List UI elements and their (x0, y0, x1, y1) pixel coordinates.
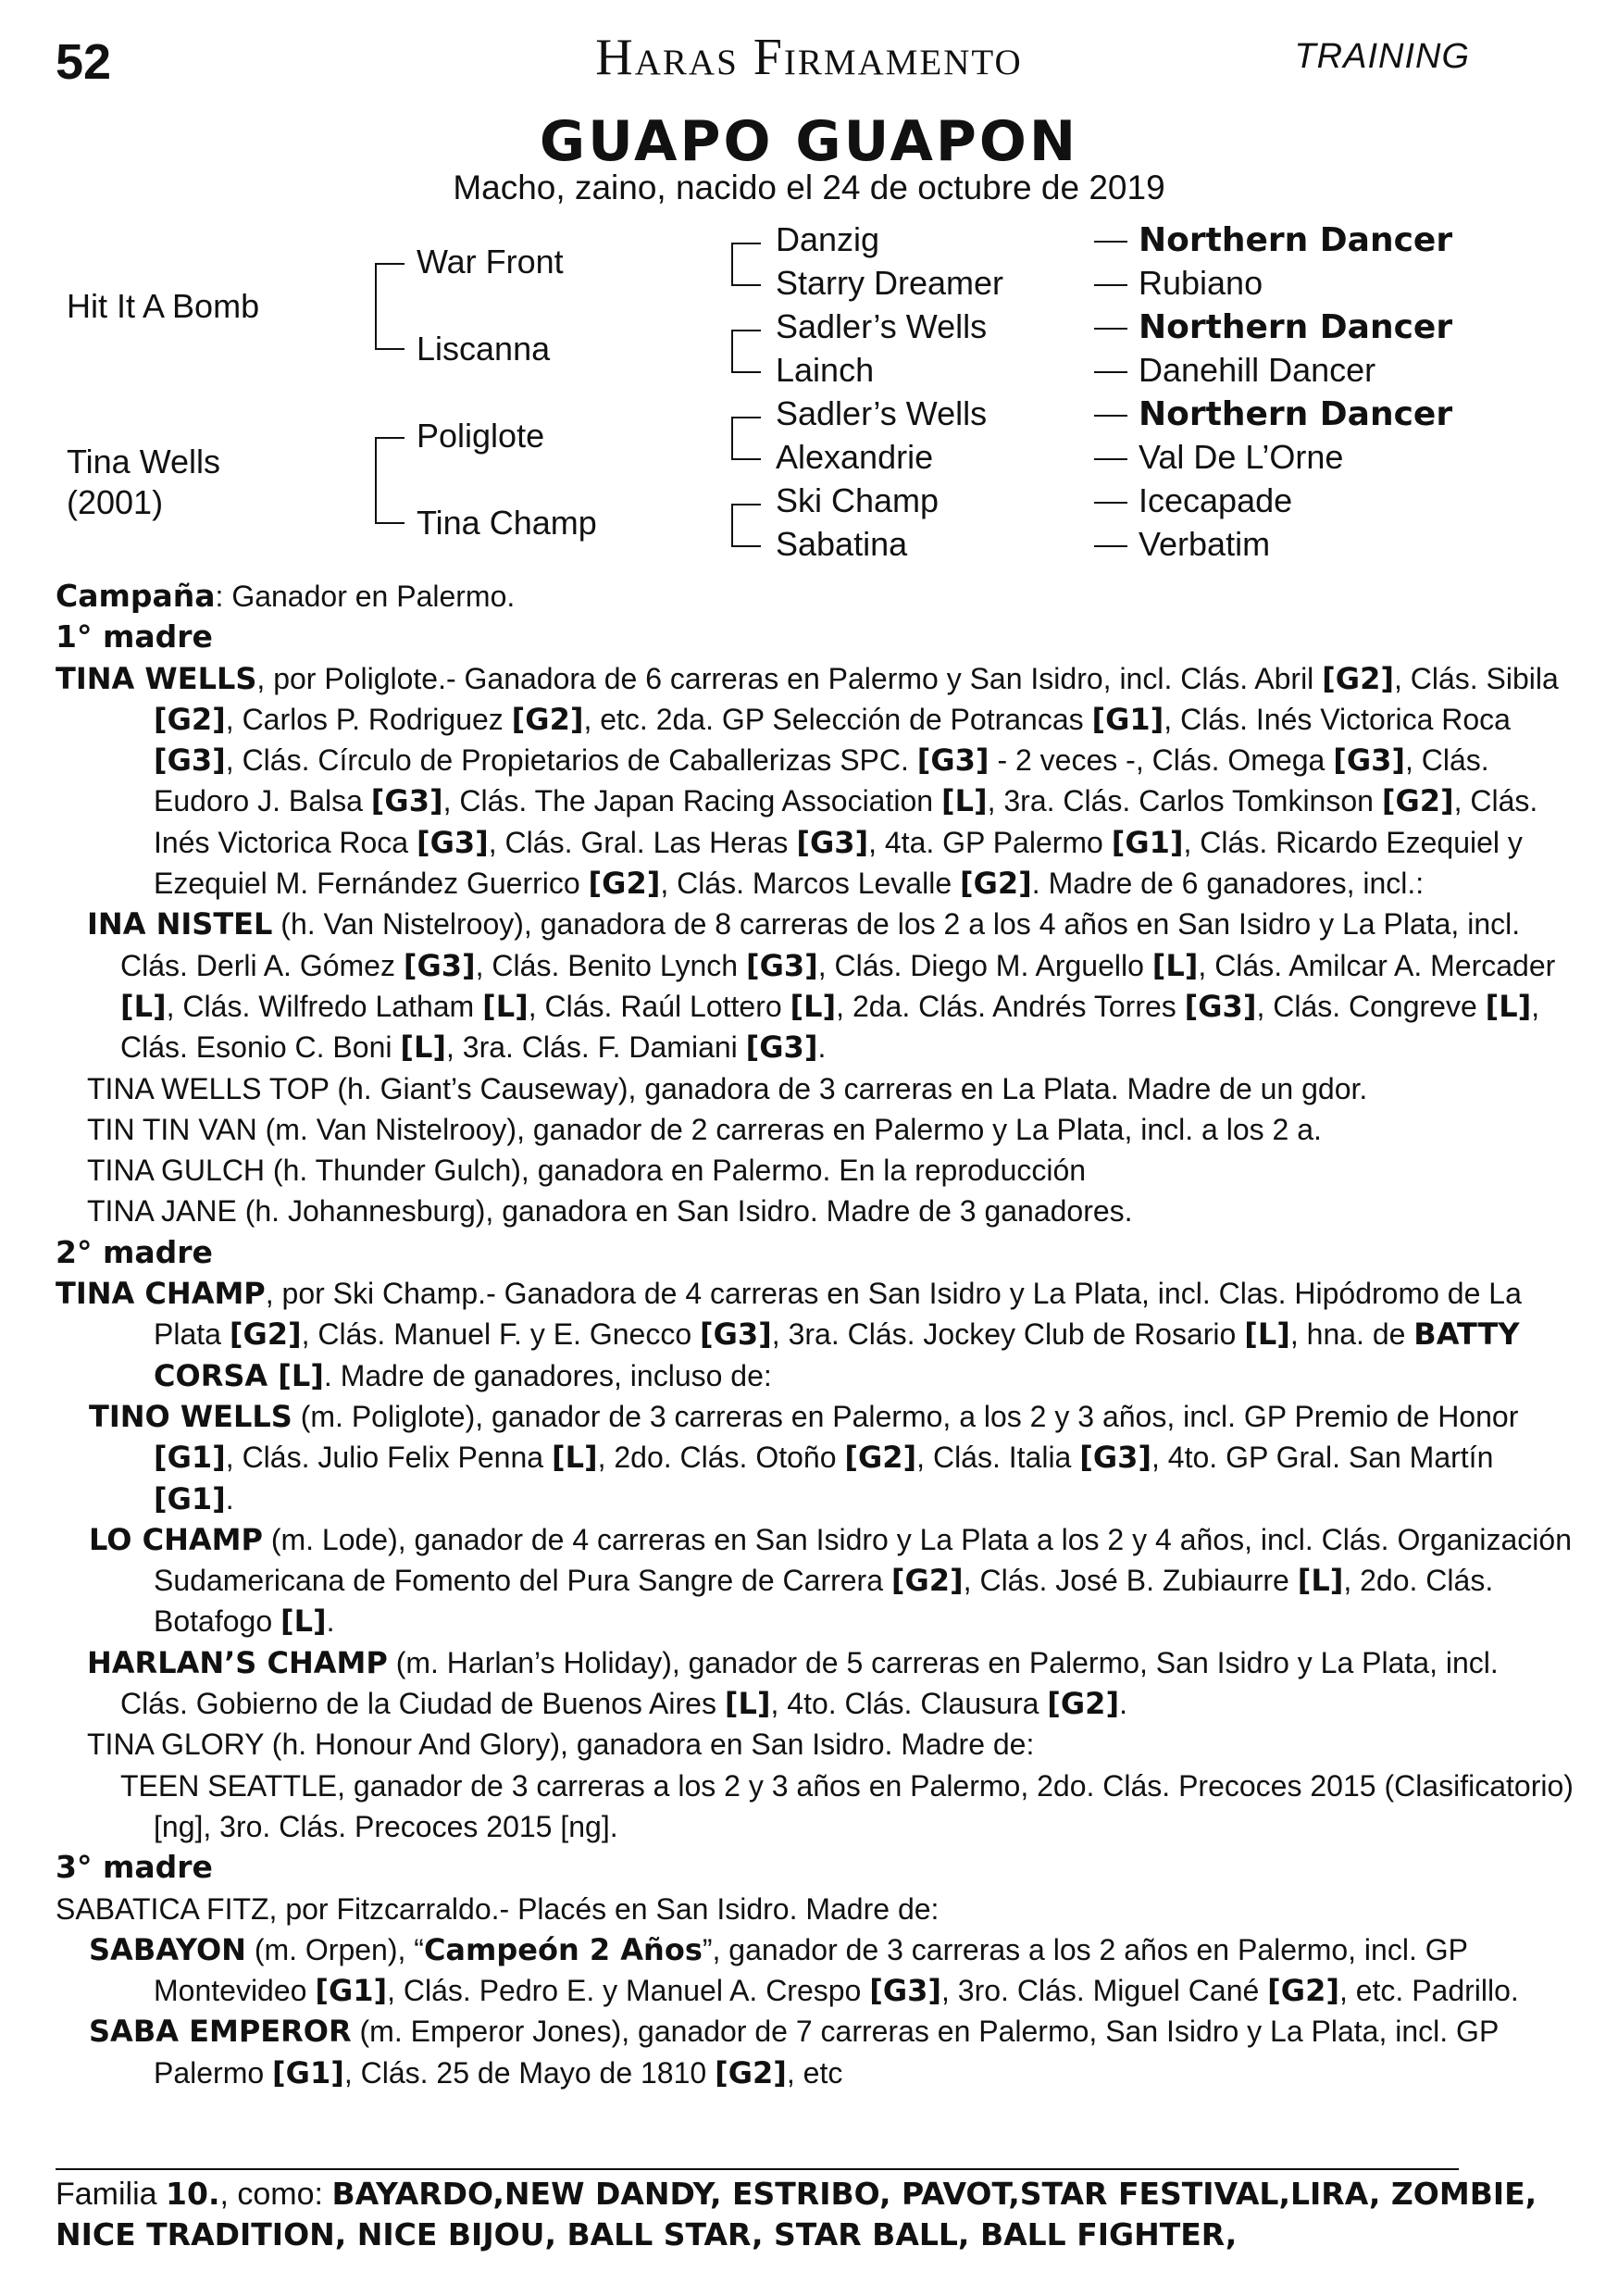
pedigree-gen3-7: Ski Champ (776, 481, 940, 519)
pedigree-dam-sire: Poliglote (417, 417, 545, 455)
pedigree-dam-year: (2001) (67, 483, 164, 521)
pedigree-dam: Tina Wells (67, 443, 221, 480)
pedigree-gen4-6: Val De L’Orne (1094, 438, 1343, 477)
page-number: 52 (56, 34, 112, 90)
pedigree-sire: Hit It A Bomb (67, 287, 260, 325)
pedigree-gen4-7: Icecapade (1094, 481, 1292, 520)
section-tag: TRAINING (1294, 37, 1470, 76)
pedigree-bracket (731, 417, 733, 460)
first-dam-entry: TINA WELLS, por Poliglote.- Ganadora de 6 carreras en Palermo y San Isidro, incl. Clás. Abril [G2], Clás. Sibila [G2], Carlos P. Rodriguez [G2], etc. 2da. GP Selección de Potrancas [G1], Clás. Inés Victorica Roca [G3], Clás. Círculo de Propietarios de Caballerizas SPC. [G3] - 2 veces -, Clás. Omega [G3], Clás. Eudoro J. Balsa [G3], Clás. The Japan Racing Association [L], 3ra. Clás. Carlos Tomkinson [G2], Clás. Inés Victorica Roca [G3], Clás. Gral. Las Heras [G3], 4ta. GP Palermo [G1], Clás. Ricardo Ezequiel y Ezequiel M. Fernández Guerrico [G2], Clás. Marcos Levalle [G2]. Madre de 6 ganadores, incl.: (56, 660, 1559, 902)
offspring-line: TINA WELLS TOP (h. Giant’s Causeway), ganadora de 3 carreras en La Plata. Madre de un gdor. (87, 1071, 1368, 1105)
pedigree-gen3-5: Sadler’s Wells (776, 394, 988, 432)
offspring-line: TINA GLORY (h. Honour And Glory), ganadora en San Isidro. Madre de: (87, 1728, 1035, 1762)
offspring-line: TINA JANE (h. Johannesburg), ganadora en San Isidro. Madre de 3 ganadores. (87, 1194, 1133, 1229)
grand-offspring-line: TEEN SEATTLE, ganador de 3 carreras a los 2 y 3 años en Palermo, 2do. Clás. Precoces 2015 (Clasificatorio) [ng], 3ro. Clás. Precoces 2015 [ng]. (120, 1768, 1574, 1843)
pedigree-gen4-4: Danehill Dancer (1094, 351, 1375, 390)
offspring-ina-nistel: INA NISTEL (h. Van Nistelrooy), ganadora de 8 carreras de los 2 a los 4 años en San Isidro y La Plata, incl. Clás. Derli A. Gómez [G3], Clás. Benito Lynch [G3], Clás. Diego M. Arguello [L], Clás. Amilcar A. Mercader [L], Clás. Wilfredo Latham [L], Clás. Raúl Lottero [L], 2da. Clás. Andrés Torres [G3], Clás. Congreve [L], Clás. Esonio C. Boni [L], 3ra. Clás. F. Damiani [G3]. (87, 906, 1556, 1066)
offspring-line: TINA GULCH (h. Thunder Gulch), ganadora en Palermo. En la reproducción (87, 1154, 1087, 1188)
offspring-lo-champ: LO CHAMP (m. Lode), ganador de 4 carreras en San Isidro y La Plata a los 2 y 4 años, incl. Clás. Organización Sudamericana de Fomento del Pura Sangre de Carrera [G2], Clás. José B. Zubiaurre [L], 2do. Clás. Botafogo [L]. (89, 1521, 1572, 1640)
offspring-line: TIN TIN VAN (m. Van Nistelrooy), ganador de 2 carreras en Palermo y La Plata, incl. a los 2 a. (87, 1112, 1322, 1146)
family-line: Familia 10., como: BAYARDO,NEW DANDY, ESTRIBO, PAVOT,STAR FESTIVAL,LIRA, ZOMBIE, NICE TRADITION, NICE BIJOU, BALL STAR, STAR BALL, BALL FIGHTER, (56, 2176, 1537, 2252)
divider (56, 2168, 1459, 2170)
first-dam-heading: 1° madre (56, 618, 213, 655)
third-dam-entry: SABATICA FITZ, por Fitzcarraldo.- Placés en San Isidro. Madre de: (56, 1891, 940, 1926)
offspring-harlans-champ: HARLAN’S CHAMP (m. Harlan’s Holiday), ganador de 5 carreras en Palermo, San Isidro y La Plata, incl. Clás. Gobierno de la Ciudad de Buenos Aires [L], 4to. Clás. Clausura [G2]. (87, 1644, 1499, 1722)
catalogue-text (56, 576, 1574, 2093)
pedigree-gen3-8: Sabatina (776, 525, 908, 563)
dash-icon (1094, 284, 1127, 286)
farm-name: Haras Firmamento (595, 29, 1023, 86)
dash-icon (1094, 545, 1127, 547)
pedigree-bracket (731, 330, 733, 373)
pedigree-gen3-1: Danzig (776, 220, 880, 258)
campaign: Campaña: Ganador en Palermo. (56, 578, 516, 614)
pedigree-gen3-2: Starry Dreamer (776, 264, 1004, 302)
dash-icon (1094, 328, 1127, 330)
dash-icon (1094, 502, 1127, 504)
pedigree-gen4-3: Northern Dancer (1094, 307, 1452, 346)
pedigree-bracket (375, 263, 377, 350)
horse-name: GUAPO GUAPON (539, 109, 1079, 174)
dash-icon (1094, 241, 1127, 243)
pedigree-gen4-8: Verbatim (1094, 525, 1270, 564)
offspring-tino-wells: TINO WELLS (m. Poliglote), ganador de 3 carreras en Palermo, a los 2 y 3 años, incl. GP Premio de Honor [G1], Clás. Julio Felix Penna [L], 2do. Clás. Otoño [G2], Clás. Italia [G3], 4to. GP Gral. San Martín [G1]. (89, 1398, 1519, 1516)
dash-icon (1094, 458, 1127, 460)
pedigree-sire-dam: Liscanna (417, 330, 551, 368)
pedigree-gen3-3: Sadler’s Wells (776, 307, 988, 345)
pedigree-gen3-4: Lainch (776, 351, 875, 389)
second-dam-heading: 2° madre (56, 1233, 213, 1270)
pedigree-bracket (731, 504, 733, 547)
dash-icon (1094, 415, 1127, 417)
pedigree-gen3-6: Alexandrie (776, 438, 934, 476)
offspring-saba-emperor: SABA EMPEROR (m. Emperor Jones), ganador de 7 carreras en Palermo, San Isidro y La Plata, incl. GP Palermo [G1], Clás. 25 de Mayo de 1810 [G2], etc (89, 2014, 1499, 2090)
dash-icon (1094, 371, 1127, 373)
pedigree-gen4-5: Northern Dancer (1094, 394, 1452, 433)
pedigree-gen4-2: Rubiano (1094, 264, 1263, 303)
third-dam-heading: 3° madre (56, 1849, 213, 1886)
offspring-sabayon: SABAYON (m. Orpen), “Campeón 2 Años”, ganador de 3 carreras a los 2 años en Palermo, incl. GP Montevideo [G1], Clás. Pedro E. y Manuel A. Crespo [G3], 3ro. Clás. Miguel Cané [G2], etc. Padrillo. (89, 1931, 1519, 2009)
horse-description: Macho, zaino, nacido el 24 de octubre de 2019 (453, 168, 1165, 206)
pedigree-sire-sire: War Front (417, 243, 564, 281)
pedigree-bracket (375, 437, 377, 524)
pedigree-bracket (731, 243, 733, 286)
pedigree-dam-dam: Tina Champ (417, 504, 597, 542)
pedigree-gen4-1: Northern Dancer (1094, 220, 1452, 259)
second-dam-entry: TINA CHAMP, por Ski Champ.- Ganadora de 4 carreras en San Isidro y La Plata, incl. Clas. Hipódromo de La Plata [G2], Clás. Manuel F. y E. Gnecco [G3], 3ra. Clás. Jockey Club de Rosario [L], hna. de BATTY CORSA [L]. Madre de ganadores, incluso de: (56, 1276, 1522, 1393)
